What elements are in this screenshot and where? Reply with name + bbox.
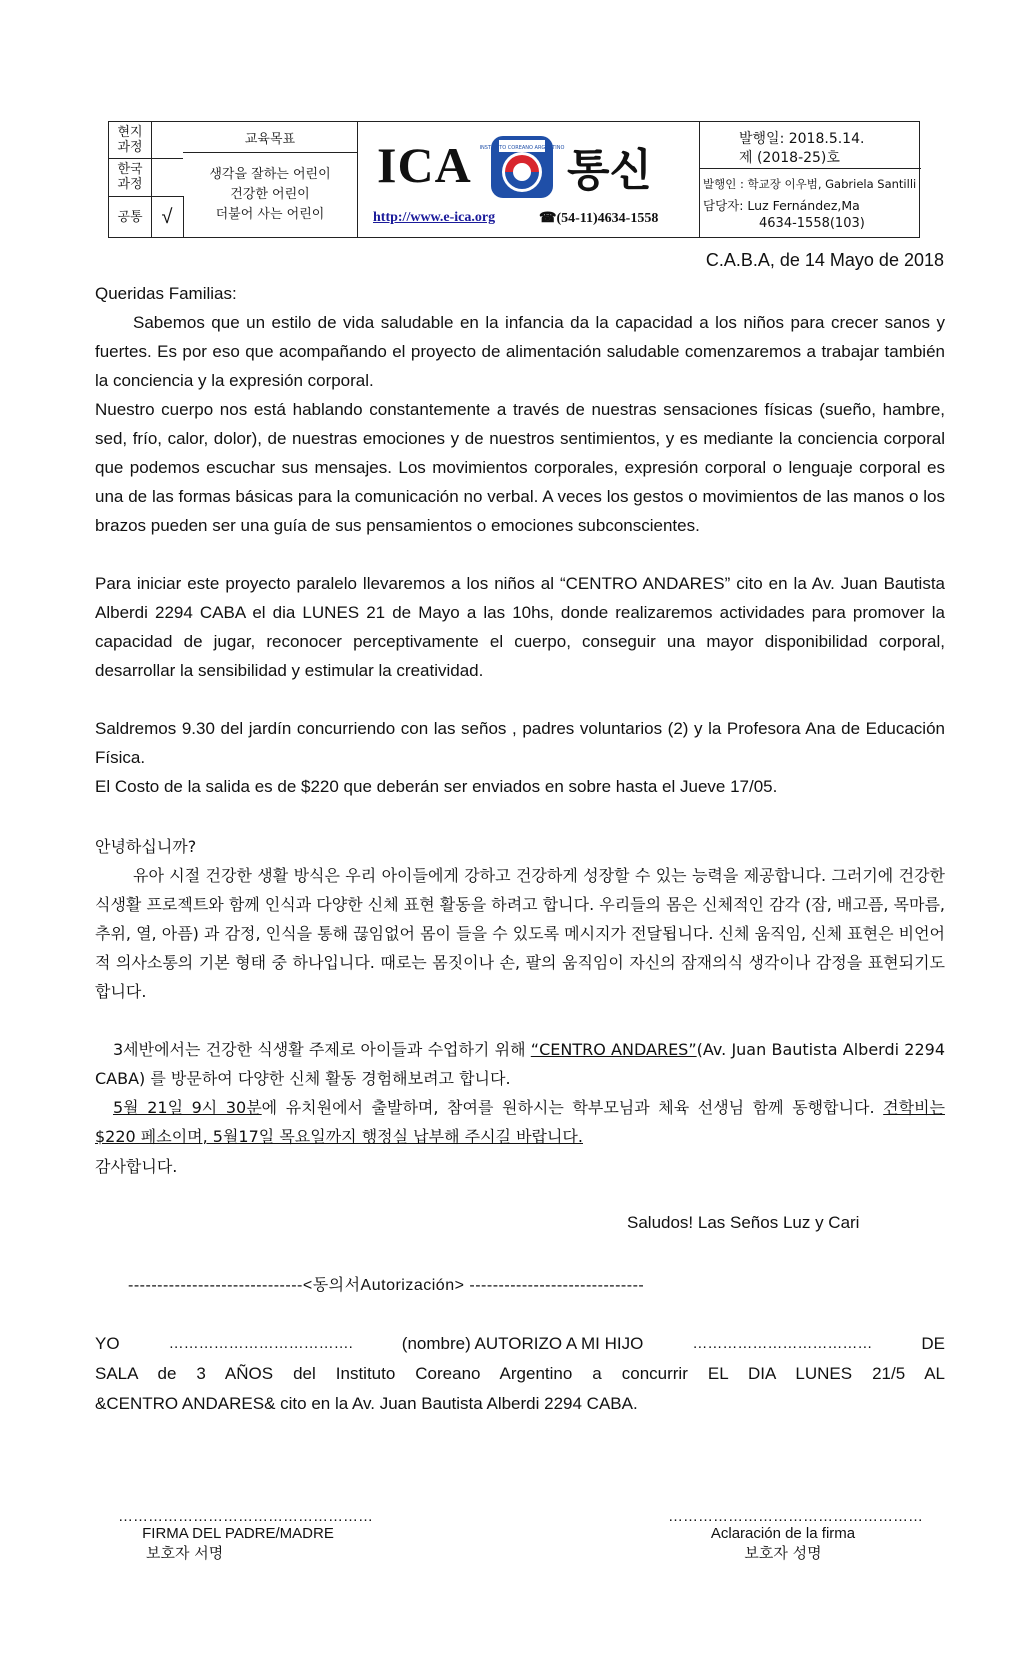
korean-paragraph: 3세반에서는 건강한 식생활 주제로 아이들과 수업하기 위해 “CENTRO ANDARES”(Av. Juan Bautista Alberdi 2294 CABA) 를 방문하여 다양한 신체 활동 경험해보려고 합니다. [95,1040,946,1088]
goal-list [183,152,357,238]
clarification-line[interactable]: …………………………………………… [668,1508,923,1525]
korean-paragraph: 5월 21일 9시 30분에 유치원에서 출발하며, 참여를 원하시는 학부모님과 체육 선생님 함께 동행합니다. 견학비는 $220 페소이며, 5월17일 목요일까지 행정실 납부해 주시길 바랍니다. [95,1098,945,1146]
brand-block [357,122,699,238]
phone-number: ☎(54-11)4634-1558 [539,211,659,226]
spanish-paragraph: El Costo de la salida es de $220 que deberán ser enviados en sobre hasta el Jueve 17/05. [95,777,778,796]
newsletter-header [108,121,920,238]
spanish-paragraph: Nuestro cuerpo nos está hablando constantemente a través de nuestras sensaciones físicas (sueño, hambre, sed, frío, calor, dolor), de nuestras emociones y de nuestros sentimientos, y es mediante la conciencia corporal que podemos escuchar sus mensajes. Los movimientos corporales, expresión corporal o lenguaje corporal es una de las formas básicas para la comunicación no verbal. A veces los gestos o movimientos de las manos o los brazos pueden ser una guía de sus pensamientos o emociones subconscientes. [95,400,945,535]
korean-greeting: 안녕하십니까? [95,837,197,856]
authorization-line: SALA de 3 AÑOS del Instituto Coreano Argentino a concurrir EL DIA LUNES 21/5 AL [95,1364,945,1383]
closing-signoff: Saludos! Las Seños Luz y Cari [627,1213,860,1232]
authorization-line: YO ………………………………. (nombre) AUTORIZO A MI HIJO ……………………………… DE [95,1329,945,1358]
goal-title: 교육목표 [244,131,296,147]
signature-clarification: …………………………………………… Aclaración de la firma 보호자 성명 [668,1508,923,1562]
track-korean: 한국 과정 [117,162,143,192]
brand-ica: ICA [377,137,472,193]
website-link[interactable]: http://www.e-ica.org [373,210,496,225]
goal-item: 건강한 어린이 [230,187,310,202]
spanish-paragraph: Sabemos que un estilo de vida saludable en la infancia da la capacidad a los niños para crecer sanos y fuertes. Es por eso que acompañando el proyecto de alimentación saludable comenzaremos a trabajar también la conciencia y la expresión corporal. [95,313,945,390]
goal-item: 생각을 잘하는 어린이 [209,167,331,182]
track-local: 현지 과정 [117,125,143,155]
spanish-paragraph: Para iniciar este proyecto paralelo llevaremos a los niños al “CENTRO ANDARES” cito en la Av. Juan Bautista Alberdi 2294 CABA el dia LUNES 21 de Mayo a las 10hs, donde realizaremos actividades para promover la capacidad de jugar, reconocer perceptivamente el cuerpo, conseguir una mayor disponibilidad corporal, desarrollar la sensibilidad y estimular la creatividad. [95,574,945,680]
spanish-paragraph: Saldremos 9.30 del jardín concurriendo con las seños , padres voluntarios (2) y la Profesora Ana de Educación Física. [95,719,945,767]
child-blank[interactable]: ……………………………… [692,1335,873,1352]
korean-thanks: 감사합니다. [95,1157,178,1176]
korean-paragraph: 유아 시절 건강한 생활 방식은 우리 아이들에게 강하고 건강하게 성장할 수 있는 능력을 제공합니다. 그러기에 건강한 식생활 프로젝트와 함께 인식과 다양한 신체 표현 활동을 하려고 합니다. 우리들의 몸은 신체적인 감각 (잠, 배고픔, 목마름, 추위, 열, 아픔) 과 감정, 인식을 통해 끊임없어 몸이 들을 수 있도록 메시지가 전달됩니다. 신체 움직임, 신체 표현은 비언어적 의사소통의 기본 형태 중 하나입니다. 때로는 몸짓이나 손, 팔의 움직임이 자신의 잠재의식 생각이나 감정을 표현되기도 합니다. [95,866,945,1001]
brand-tongsin: 통신 [567,145,653,196]
authorization-line: &CENTRO ANDARES& cito en la Av. Juan Bautista Alberdi 2294 CABA. [95,1394,638,1413]
track-common: 공통 [117,209,143,225]
contact-phone: 4634-1558(103) [759,216,865,231]
parent-signature: …………………………………………… FIRMA DEL PADRE/MADRE 보호자 서명 [118,1508,373,1562]
signature-line[interactable]: …………………………………………… [118,1508,373,1525]
check-mark-icon: √ [161,205,173,228]
logo-caption: INSTITUTO COREANO ARGENTINO [479,145,565,151]
date-line: C.A.B.A, de 14 Mayo de 2018 [705,250,944,270]
contact-person: 담당자: Luz Fernández,Ma [703,198,860,213]
authorization-divider: ------------------------------<동의서Autorización> ------------------------------ [128,1277,645,1294]
name-blank[interactable]: ………………………………. [168,1335,353,1352]
publisher: 발행인 : 학교장 이우범, Gabriela Santilli [703,177,917,191]
ica-logo-icon [479,132,565,202]
goal-item: 더불어 사는 어린이 [215,207,325,222]
issue-number: 제 (2018-25)호 [739,150,840,166]
spanish-greeting: Queridas Familias: [95,284,237,303]
issue-date: 발행일: 2018.5.14. [739,131,865,147]
issue-info [699,122,921,238]
